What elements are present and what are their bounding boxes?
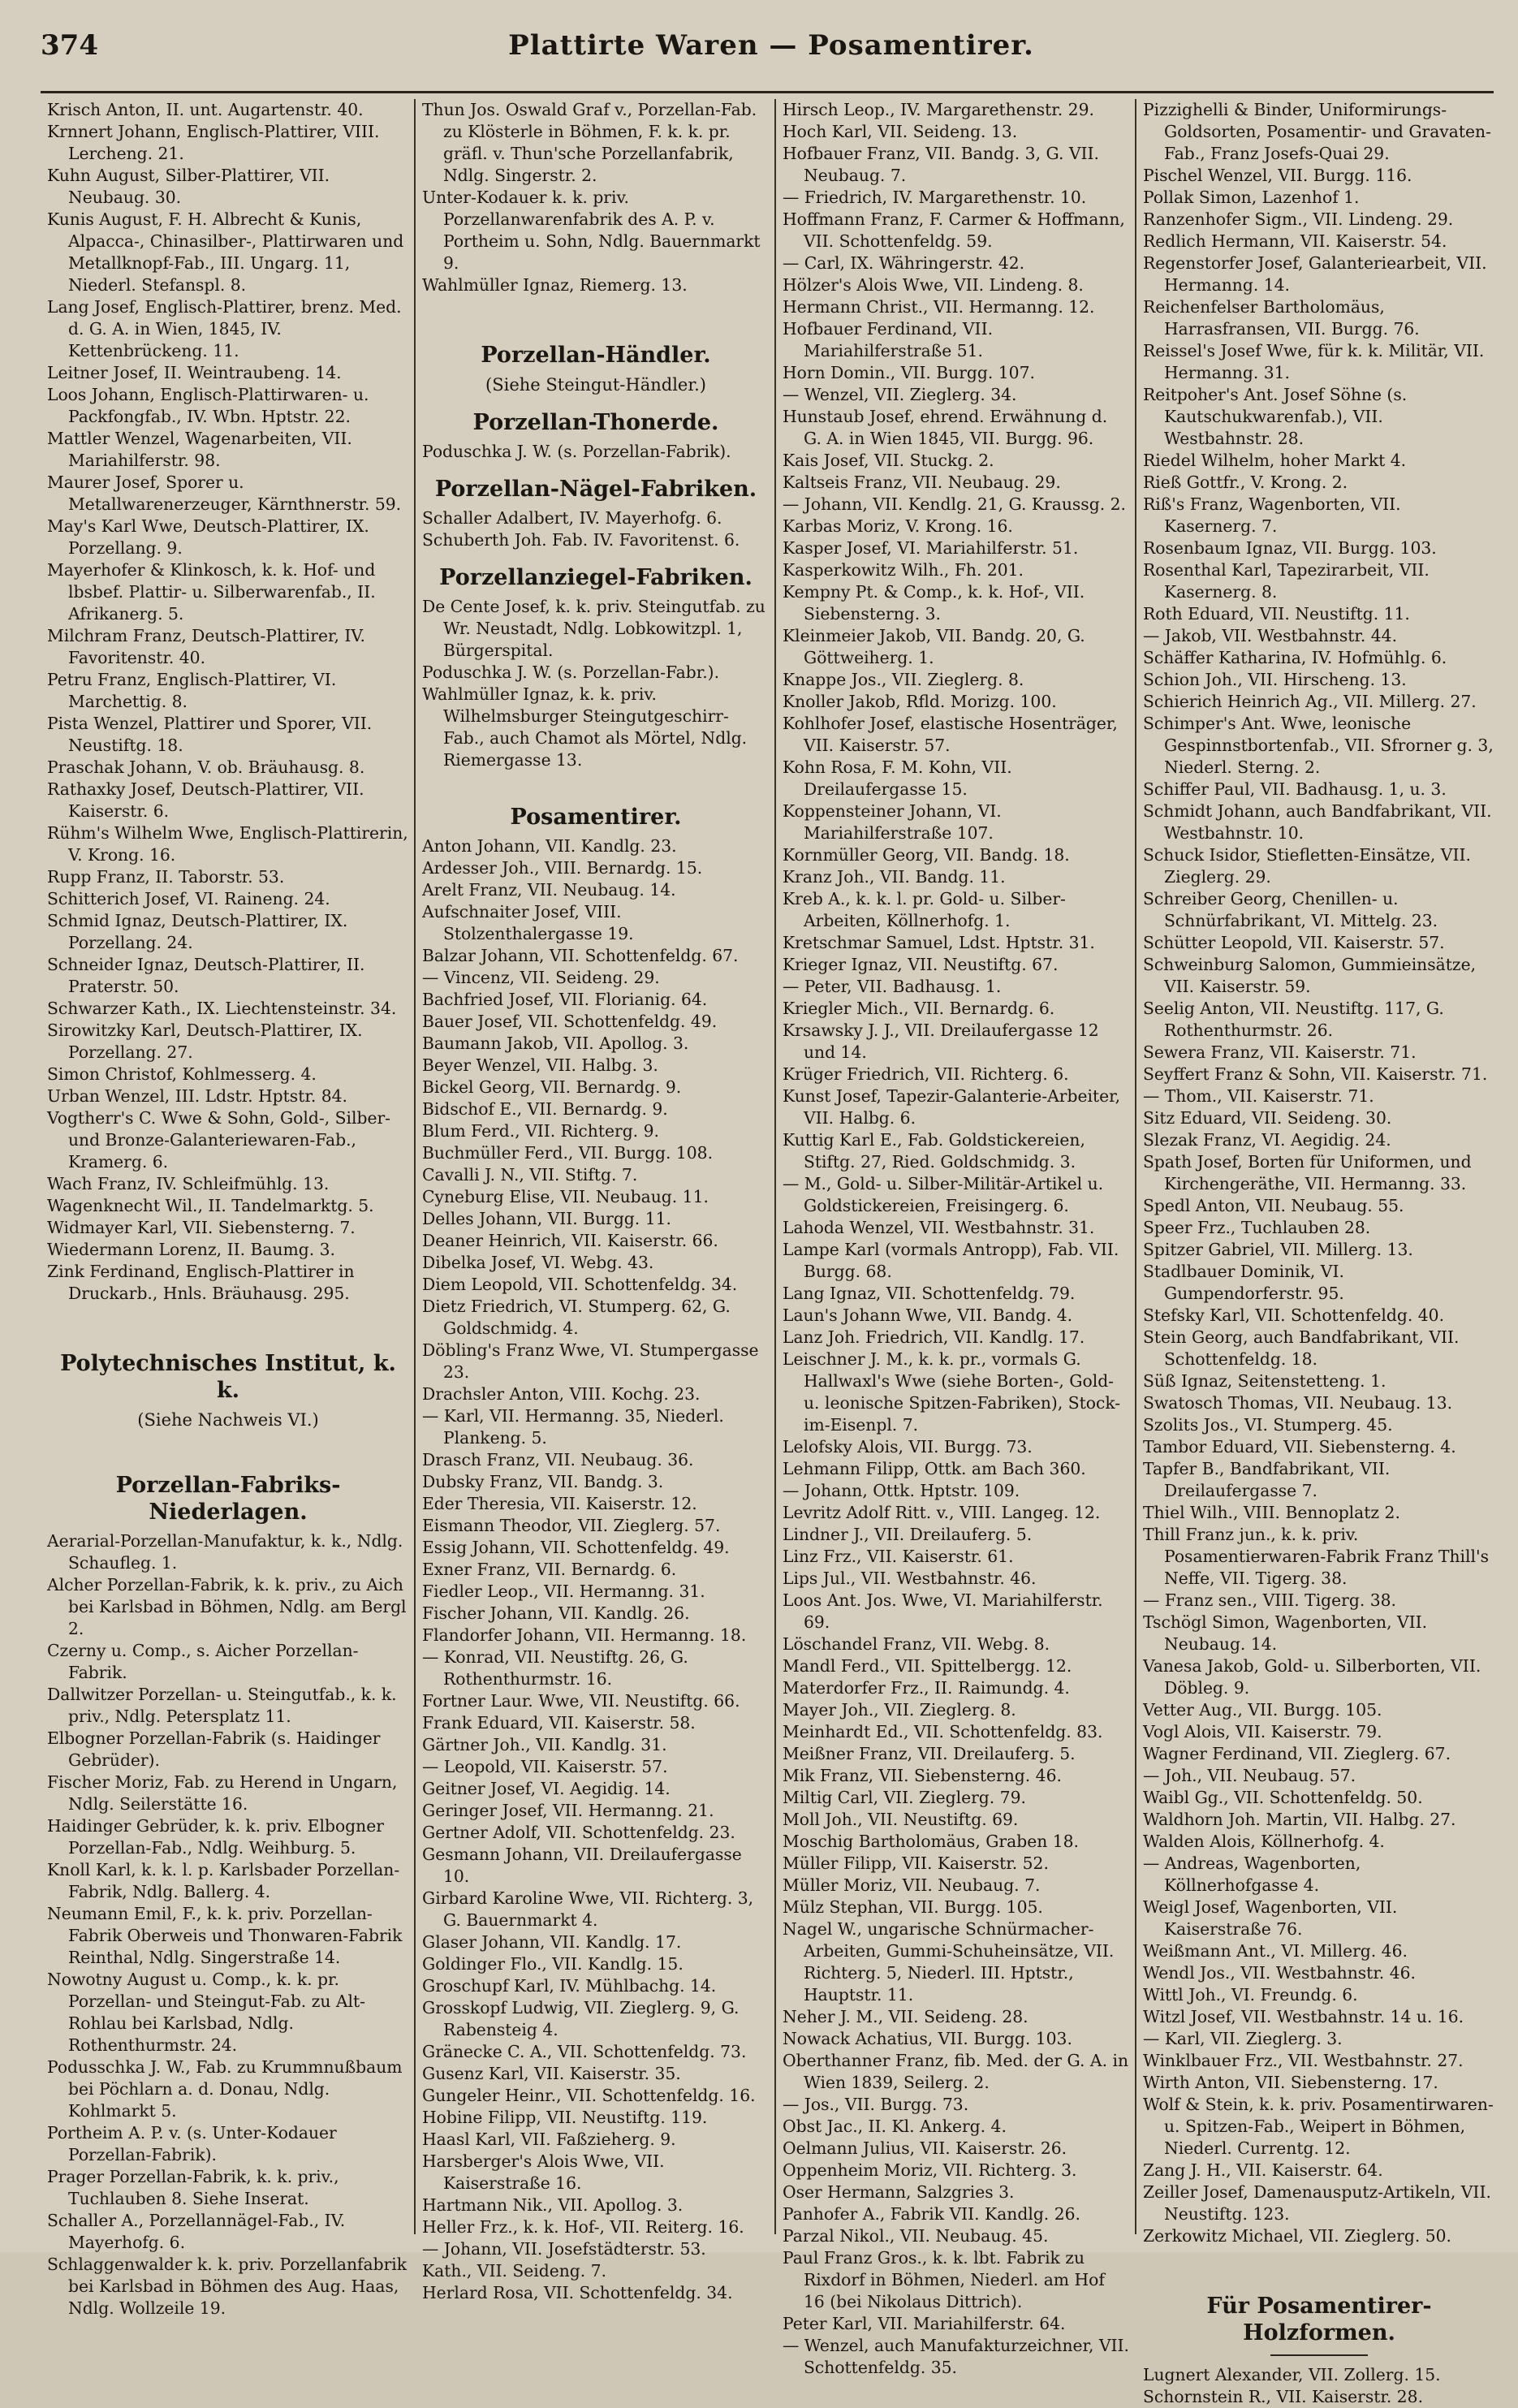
section-heading-polytechnisches-institut: Polytechnisches Institut, k. k. xyxy=(60,1351,396,1403)
directory-entry: Goldinger Flo., VII. Kandlg. 15. xyxy=(422,1954,684,1974)
directory-entry: — Carl, IX. Währingerstr. 42. xyxy=(783,253,1025,273)
directory-entry: Arelt Franz, VII. Neubaug. 14. xyxy=(422,880,676,900)
directory-entry: Maurer Josef, Sporer u. Metallwarenerzeuger, Kärnthnerstr. 59. xyxy=(47,473,402,514)
directory-entry: Bachfried Josef, VII. Florianig. 64. xyxy=(422,990,708,1009)
directory-entry: Thill Franz jun., k. k. priv. Posamentierwaren-Fabrik Franz Thill's Neffe, VII. Tigerg. 38. xyxy=(1143,1525,1489,1588)
directory-entry: Schütter Leopold, VII. Kaiserstr. 57. xyxy=(1143,933,1445,952)
directory-entry: Kath., VII. Seideng. 7. xyxy=(422,2261,607,2281)
directory-entry: Waldhorn Joh. Martin, VII. Halbg. 27. xyxy=(1143,1810,1456,1829)
directory-entry: Hirsch Leop., IV. Margarethenstr. 29. xyxy=(783,100,1094,119)
directory-entry: Kunis August, F. H. Albrecht & Kunis, Alpacca-, Chinasilber-, Plattirwaren und Metallknopf-Fab., III. Ungarg. 11, Niederl. Stefanspl. 8. xyxy=(47,209,404,295)
directory-entry: Knoller Jakob, Rfld. Morizg. 100. xyxy=(783,692,1057,711)
directory-entry: Speer Frz., Tuchlauben 28. xyxy=(1143,1218,1371,1237)
directory-entry: Mayer Joh., VII. Zieglerg. 8. xyxy=(783,1700,1016,1720)
directory-entry: Stefsky Karl, VII. Schottenfeldg. 40. xyxy=(1143,1305,1445,1325)
directory-entry: Hoffmann Franz, F. Carmer & Hoffmann, VII. Schottenfeldg. 59. xyxy=(783,209,1125,251)
directory-entry: Geitner Josef, VI. Aegidig. 14. xyxy=(422,1779,671,1798)
directory-entry: Swatosch Thomas, VII. Neubaug. 13. xyxy=(1143,1393,1453,1413)
directory-entry: Linz Frz., VII. Kaiserstr. 61. xyxy=(783,1547,1014,1566)
directory-entry: Karbas Moriz, V. Krong. 16. xyxy=(783,516,1013,536)
directory-entry: — Vincenz, VII. Seideng. 29. xyxy=(422,968,660,987)
directory-entry: Wirth Anton, VII. Siebensterng. 17. xyxy=(1143,2073,1438,2092)
directory-entry: Poduschka J. W. (s. Porzellan-Fabrik). xyxy=(422,442,731,461)
directory-entry: Dubsky Franz, VII. Bandg. 3. xyxy=(422,1472,664,1491)
directory-entry: Moschig Bartholomäus, Graben 18. xyxy=(783,1832,1079,1851)
entry-list xyxy=(422,99,770,296)
directory-entry: Kretschmar Samuel, Ldst. Hptstr. 31. xyxy=(783,933,1095,952)
directory-entry: Redlich Hermann, VII. Kaiserstr. 54. xyxy=(1143,231,1447,251)
directory-entry: Rathaxky Josef, Deutsch-Plattirer, VII. Kaiserstr. 6. xyxy=(47,779,364,821)
directory-entry: Cyneburg Elise, VII. Neubaug. 11. xyxy=(422,1187,709,1206)
directory-entry: Heller Frz., k. k. Hof-, VII. Reiterg. 16. xyxy=(422,2217,744,2237)
directory-entry: Kriegler Mich., VII. Bernardg. 6. xyxy=(783,999,1055,1018)
directory-entry: Obst Jac., II. Kl. Ankerg. 4. xyxy=(783,2117,1007,2136)
directory-entry: Czerny u. Comp., s. Aicher Porzellan-Fabrik. xyxy=(47,1641,359,1682)
directory-entry: Mik Franz, VII. Siebensterng. 46. xyxy=(783,1766,1062,1785)
directory-entry: Lahoda Wenzel, VII. Westbahnstr. 31. xyxy=(783,1218,1095,1237)
directory-entry: Weigl Josef, Wagenborten, VII. Kaiserstraße 76. xyxy=(1143,1897,1398,1939)
directory-entry: Frank Eduard, VII. Kaiserstr. 58. xyxy=(422,1713,696,1733)
directory-entry: Drasch Franz, VII. Neubaug. 36. xyxy=(422,1450,694,1469)
directory-entry: Lelofsky Alois, VII. Burgg. 73. xyxy=(783,1437,1033,1456)
entry-list xyxy=(422,835,770,2304)
directory-entry: Schuck Isidor, Stiefletten-Einsätze, VII. Zieglerg. 29. xyxy=(1143,845,1471,887)
directory-entry: Hoch Karl, VII. Seideng. 13. xyxy=(783,122,1018,141)
directory-entry: — Wenzel, VII. Zieglerg. 34. xyxy=(783,385,1017,404)
directory-entry: Fortner Laur. Wwe, VII. Neustiftg. 66. xyxy=(422,1691,740,1711)
directory-entry: — Karl, VII. Zieglerg. 3. xyxy=(1143,2029,1343,2048)
directory-entry: Zerkowitz Michael, VII. Zieglerg. 50. xyxy=(1143,2226,1452,2246)
directory-entry: Waibl Gg., VII. Schottenfeldg. 50. xyxy=(1143,1788,1423,1807)
directory-entry: Lugnert Alexander, VII. Zollerg. 15. xyxy=(1143,2365,1441,2384)
directory-entry: Alcher Porzellan-Fabrik, k. k. priv., zu Aich bei Karlsbad in Böhmen, Ndlg. am Bergl 2. xyxy=(47,1575,407,1638)
directory-entry: Hunstaub Josef, ehrend. Erwähnung d. G. A. in Wien 1845, VII. Burgg. 96. xyxy=(783,407,1108,448)
directory-entry: Wittl Joh., VI. Freundg. 6. xyxy=(1143,1985,1358,2005)
directory-entry: Geringer Josef, VII. Hermanng. 21. xyxy=(422,1801,714,1820)
directory-entry: Kleinmeier Jakob, VII. Bandg. 20, G. Göttweiherg. 1. xyxy=(783,626,1085,667)
entry-list xyxy=(422,596,770,771)
directory-entry: Peter Karl, VII. Mariahilferstr. 64. xyxy=(783,2314,1066,2333)
directory-entry: Oppenheim Moriz, VII. Richterg. 3. xyxy=(783,2160,1077,2180)
directory-entry: Unter-Kodauer k. k. priv. Porzellanwarenfabrik des A. P. v. Portheim u. Sohn, Ndlg. Bauernmarkt 9. xyxy=(422,188,761,273)
directory-entry: Wiedermann Lorenz, II. Baumg. 3. xyxy=(47,1240,336,1259)
directory-entry: Wolf & Stein, k. k. priv. Posamentirwaren- u. Spitzen-Fab., Weipert in Böhmen, Niederl. Currentg. 12. xyxy=(1143,2095,1494,2158)
directory-entry: Kornmüller Georg, VII. Bandg. 18. xyxy=(783,845,1070,865)
directory-entry: Diem Leopold, VII. Schottenfeldg. 34. xyxy=(422,1275,738,1294)
directory-entry: Eismann Theodor, VII. Zieglerg. 57. xyxy=(422,1516,721,1535)
directory-entry: Thun Jos. Oswald Graf v., Porzellan-Fab. zu Klösterle in Böhmen, F. k. k. pr. gräfl. v. Thun'sche Porzellanfabrik, Ndlg. Singerstr. 2. xyxy=(422,100,757,185)
directory-entry: Mattler Wenzel, Wagenarbeiten, VII. Mariahilferstr. 98. xyxy=(47,429,352,470)
directory-entry: Nowotny August u. Comp., k. k. pr. Porzellan- und Steingut-Fab. zu Alt-Rohlau bei Karlsbad, Ndlg. Rothenthurmstr. 24. xyxy=(47,1970,366,2055)
directory-entry: Rühm's Wilhelm Wwe, Englisch-Plattirerin, V. Krong. 16. xyxy=(47,823,408,865)
directory-entry: — Johann, Ottk. Hptstr. 109. xyxy=(783,1481,1020,1500)
directory-entry: Kasper Josef, VI. Mariahilferstr. 51. xyxy=(783,538,1079,558)
directory-entry: Schlaggenwalder k. k. priv. Porzellanfabrik bei Karlsbad in Böhmen des Aug. Haas, Ndlg. Wollzeile 19. xyxy=(47,2255,408,2318)
directory-entry: Neher J. M., VII. Seideng. 28. xyxy=(783,2007,1029,2026)
directory-entry: Moll Joh., VII. Neustiftg. 69. xyxy=(783,1810,1019,1829)
directory-entry: Simon Christof, Kohlmesserg. 4. xyxy=(47,1064,317,1084)
directory-entry: Schitterich Josef, VI. Raineng. 24. xyxy=(47,889,330,908)
directory-entry: Elbogner Porzellan-Fabrik (s. Haidinger Gebrüder). xyxy=(47,1728,381,1770)
directory-entry: Müller Moriz, VII. Neubaug. 7. xyxy=(783,1875,1041,1895)
directory-entry: Krieger Ignaz, VII. Neustiftg. 67. xyxy=(783,955,1059,974)
directory-entry: — Andreas, Wagenborten, Köllnerhofgasse 4. xyxy=(1143,1853,1361,1895)
directory-entry: Bidschof E., VII. Bernardg. 9. xyxy=(422,1099,668,1119)
running-title: Plattirte Waren — Posamentirer. xyxy=(508,29,1034,62)
section-heading-posamentirer-holzformen: Für Posamentirer-Holzformen. xyxy=(1206,2294,1432,2345)
directory-entry: Widmayer Karl, VII. Siebensterng. 7. xyxy=(47,1218,356,1237)
directory-entry: Hofbauer Ferdinand, VII. Mariahilferstraße 51. xyxy=(783,319,994,360)
directory-entry: Blum Ferd., VII. Richterg. 9. xyxy=(422,1121,659,1141)
directory-entry: Vetter Aug., VII. Burgg. 105. xyxy=(1143,1700,1382,1720)
directory-entry: Mayerhofer & Klinkosch, k. k. Hof- und lbsbef. Plattir- u. Silberwarenfab., II. Afrikanerg. 5. xyxy=(47,560,376,624)
directory-entry: Schmidt Johann, auch Bandfabrikant, VII. Westbahnstr. 10. xyxy=(1143,801,1492,843)
directory-entry: Praschak Johann, V. ob. Bräuhausg. 8. xyxy=(47,757,365,777)
directory-entry: Lips Jul., VII. Westbahnstr. 46. xyxy=(783,1569,1037,1588)
directory-entry: Seelig Anton, VII. Neustiftg. 117, G. Rothenthurmstr. 26. xyxy=(1143,999,1444,1040)
directory-entry: Groschupf Karl, IV. Mühlbachg. 14. xyxy=(422,1976,717,1996)
directory-entry: Wahlmüller Ignaz, Riemerg. 13. xyxy=(422,275,688,295)
directory-entry: Pollak Simon, Lazenhof 1. xyxy=(1143,188,1360,207)
directory-entry: Lehmann Filipp, Ottk. am Bach 360. xyxy=(783,1459,1086,1478)
directory-entry: Schweinburg Salomon, Gummieinsätze, VII. Kaiserstr. 59. xyxy=(1143,955,1477,996)
directory-entry: Meißner Franz, VII. Dreilauferg. 5. xyxy=(783,1744,1076,1763)
directory-entry: — Franz sen., VIII. Tigerg. 38. xyxy=(1143,1590,1396,1610)
directory-entry: Fiedler Leop., VII. Hermanng. 31. xyxy=(422,1582,705,1601)
directory-entry: Kais Josef, VII. Stuckg. 2. xyxy=(783,451,994,470)
directory-entry: — Konrad, VII. Neustiftg. 26, G. Rothenthurmstr. 16. xyxy=(422,1647,688,1689)
directory-entry: Thiel Wilh., VIII. Bennoplatz 2. xyxy=(1143,1503,1400,1522)
directory-entry: — Joh., VII. Neubaug. 57. xyxy=(1143,1766,1356,1785)
directory-entry: Spitzer Gabriel, VII. Millerg. 13. xyxy=(1143,1240,1413,1259)
directory-entry: Lanz Joh. Friedrich, VII. Kandlg. 17. xyxy=(783,1327,1085,1347)
directory-entry: Leitner Josef, II. Weintraubeng. 14. xyxy=(47,363,342,382)
directory-entry: Gärtner Joh., VII. Kandlg. 31. xyxy=(422,1735,667,1754)
directory-entry: Döbling's Franz Wwe, VI. Stumpergasse 23. xyxy=(422,1340,759,1382)
entry-list xyxy=(422,507,770,551)
directory-entry: Wendl Jos., VII. Westbahnstr. 46. xyxy=(1143,1963,1416,1983)
directory-entry: Hölzer's Alois Wwe, VII. Lindeng. 8. xyxy=(783,275,1084,295)
directory-entry: Zink Ferdinand, Englisch-Plattirer in Druckarb., Hnls. Bräuhausg. 295. xyxy=(47,1262,355,1303)
directory-entry: Grosskopf Ludwig, VII. Zieglerg. 9, G. Rabensteig 4. xyxy=(422,1998,740,2039)
directory-entry: Schneider Ignaz, Deutsch-Plattirer, II. Praterstr. 50. xyxy=(47,955,365,996)
directory-entry: Schornstein R., VII. Kaiserstr. 28. xyxy=(1143,2387,1424,2406)
directory-entry: Stadlbauer Dominik, VI. Gumpendorferstr. 95. xyxy=(1143,1262,1344,1303)
directory-entry: Schaller Adalbert, IV. Mayerhofg. 6. xyxy=(422,508,722,528)
directory-entry: Schaller A., Porzellannägel-Fab., IV. Mayerhofg. 6. xyxy=(47,2211,346,2252)
directory-entry: Krsawsky J. J., VII. Dreilaufergasse 12 und 14. xyxy=(783,1021,1099,1062)
directory-entry: Kohn Rosa, F. M. Kohn, VII. Dreilaufergasse 15. xyxy=(783,757,1012,799)
directory-entry: Flandorfer Johann, VII. Hermanng. 18. xyxy=(422,1625,747,1645)
directory-entry: Reitpoher's Ant. Josef Söhne (s. Kautschukwarenfab.), VII. Westbahnstr. 28. xyxy=(1143,385,1408,448)
directory-entry: Meinhardt Ed., VII. Schottenfeldg. 83. xyxy=(783,1722,1103,1741)
directory-entry: Weißmann Ant., VI. Millerg. 46. xyxy=(1143,1941,1408,1961)
directory-entry: Schreiber Georg, Chenillen- u. Schnürfabrikant, VI. Mittelg. 23. xyxy=(1143,889,1438,930)
directory-entry: — Thom., VII. Kaiserstr. 71. xyxy=(1143,1086,1374,1106)
directory-entry: Kreb A., k. k. l. pr. Gold- u. Silber-Arbeiten, Köllnerhofg. 1. xyxy=(783,889,1066,930)
directory-entry: Tapfer B., Bandfabrikant, VII. Dreilaufergasse 7. xyxy=(1143,1459,1391,1500)
directory-entry: Spedl Anton, VII. Neubaug. 55. xyxy=(1143,1196,1404,1215)
directory-entry: Krisch Anton, II. unt. Augartenstr. 40. xyxy=(47,100,364,119)
directory-entry: Hermann Christ., VII. Hermanng. 12. xyxy=(783,297,1095,317)
directory-entry: Kaltseis Franz, VII. Neubaug. 29. xyxy=(783,473,1061,492)
directory-entry: Rieß Gottfr., V. Krong. 2. xyxy=(1143,473,1348,492)
directory-entry: Mülz Stephan, VII. Burgg. 105. xyxy=(783,1897,1043,1917)
directory-entry: Rosenthal Karl, Tapezirarbeit, VII. Kasernerg. 8. xyxy=(1143,560,1430,602)
directory-entry: Deaner Heinrich, VII. Kaiserstr. 66. xyxy=(422,1231,718,1250)
entry-list xyxy=(47,1530,409,2320)
directory-entry: Krnnert Johann, Englisch-Plattirer, VIII. Lercheng. 21. xyxy=(47,122,380,163)
directory-entry: Dallwitzer Porzellan- u. Steingutfab., k. k. priv., Ndlg. Petersplatz 11. xyxy=(47,1685,397,1726)
directory-entry: Loos Johann, Englisch-Plattirwaren- u. Packfongfab., IV. Wbn. Hptstr. 22. xyxy=(47,385,369,426)
directory-entry: Herlard Rosa, VII. Schottenfeldg. 34. xyxy=(422,2283,733,2302)
directory-entry: Aufschnaiter Josef, VIII. Stolzenthalergasse 19. xyxy=(422,902,634,943)
directory-entry: Beyer Wenzel, VII. Halbg. 3. xyxy=(422,1055,658,1075)
directory-entry: Löschandel Franz, VII. Webg. 8. xyxy=(783,1634,1050,1654)
directory-entry: Winklbauer Frz., VII. Westbahnstr. 27. xyxy=(1143,2051,1464,2070)
section-heading-porzellanziegel-fabriken: Porzellanziegel-Fabriken. xyxy=(439,565,753,590)
directory-entry: Exner Franz, VII. Bernardg. 6. xyxy=(422,1560,677,1579)
directory-entry: Ranzenhofer Sigm., VII. Lindeng. 29. xyxy=(1143,209,1454,229)
directory-entry: Bickel Georg, VII. Bernardg. 9. xyxy=(422,1077,682,1097)
directory-entry: Neumann Emil, F., k. k. priv. Porzellan-Fabrik Oberweis und Thonwaren-Fabrik Reinthal, Ndlg. Singerstraße 14. xyxy=(47,1904,403,1967)
column-2 xyxy=(416,99,776,2302)
directory-entry: Sewera Franz, VII. Kaiserstr. 71. xyxy=(1143,1042,1417,1062)
directory-entry: Fischer Johann, VII. Kandlg. 26. xyxy=(422,1603,690,1623)
directory-entry: Hobine Filipp, VII. Neustiftg. 119. xyxy=(422,2108,708,2127)
directory-entry: Anton Johann, VII. Kandlg. 23. xyxy=(422,836,677,856)
directory-entry: Rosenbaum Ignaz, VII. Burgg. 103. xyxy=(1143,538,1437,558)
directory-entry: Haidinger Gebrüder, k. k. priv. Elbogner Porzellan-Fab., Ndlg. Weihburg. 5. xyxy=(47,1816,384,1858)
directory-entry: Eder Theresia, VII. Kaiserstr. 12. xyxy=(422,1494,697,1513)
directory-entry: Levritz Adolf Ritt. v., VIII. Langeg. 12. xyxy=(783,1503,1101,1522)
directory-entry: Gränecke C. A., VII. Schottenfeldg. 73. xyxy=(422,2042,747,2061)
directory-entry: Lang Josef, Englisch-Plattirer, brenz. Med. d. G. A. in Wien, 1845, IV. Kettenbrückeng. 11. xyxy=(47,297,402,360)
section-note: (Siehe Nachweis VI.) xyxy=(137,1410,319,1430)
directory-entry: Essig Johann, VII. Schottenfeldg. 49. xyxy=(422,1538,730,1557)
directory-entry: Knappe Jos., VII. Zieglerg. 8. xyxy=(783,670,1024,689)
directory-entry: Ardesser Joh., VIII. Bernardg. 15. xyxy=(422,858,703,878)
directory-entry: — Leopold, VII. Kaiserstr. 57. xyxy=(422,1757,668,1776)
directory-entry: Tambor Eduard, VII. Siebensterng. 4. xyxy=(1143,1437,1456,1456)
directory-entry: Materdorfer Frz., II. Raimundg. 4. xyxy=(783,1678,1070,1698)
directory-entry: Kempny Pt. & Comp., k. k. Hof-, VII. Siebensterng. 3. xyxy=(783,582,1085,624)
directory-entry: — Johann, VII. Kendlg. 21, G. Kraussg. 2. xyxy=(783,494,1126,514)
directory-entry: Wagner Ferdinand, VII. Zieglerg. 67. xyxy=(1143,1744,1451,1763)
directory-entry: May's Karl Wwe, Deutsch-Plattirer, IX. Porzellang. 9. xyxy=(47,516,369,558)
column-3 xyxy=(776,99,1136,2377)
directory-entry: — Jakob, VII. Westbahnstr. 44. xyxy=(1143,626,1398,645)
directory-entry: Nagel W., ungarische Schnürmacher-Arbeiten, Gummi-Schuheinsätze, VII. Richterg. 5, Niederl. III. Hptstr., Hauptstr. 11. xyxy=(783,1919,1115,2005)
directory-entry: Süß Ignaz, Seitenstetteng. 1. xyxy=(1143,1371,1386,1391)
directory-entry: Schwarzer Kath., IX. Liechtensteinstr. 34. xyxy=(47,999,397,1018)
directory-entry: Schimper's Ant. Wwe, leonische Gespinnstbortenfab., VII. Sfrorner g. 3, Niederl. Sterng. 2. xyxy=(1143,714,1494,777)
directory-entry: Wagenknecht Wil., II. Tandelmarktg. 5. xyxy=(47,1196,374,1215)
directory-entry: Witzl Josef, VII. Westbahnstr. 14 u. 16. xyxy=(1143,2007,1464,2026)
directory-entry: Wahlmüller Ignaz, k. k. priv. Wilhelmsburger Steingutgeschirr-Fab., auch Chamot als Mörtel, Ndlg. Riemergasse 13. xyxy=(422,684,748,770)
directory-entry: — Karl, VII. Hermanng. 35, Niederl. Plankeng. 5. xyxy=(422,1406,724,1448)
directory-entry: Reissel's Josef Wwe, für k. k. Militär, VII. Hermanng. 31. xyxy=(1143,341,1485,382)
directory-entry: Horn Domin., VII. Burgg. 107. xyxy=(783,363,1035,382)
column-4 xyxy=(1136,99,1502,2406)
directory-entry: Zeiller Josef, Damenausputz-Artikeln, VII. Neustiftg. 123. xyxy=(1143,2182,1491,2224)
directory-entry: Kunst Josef, Tapezir-Galanterie-Arbeiter, VII. Halbg. 6. xyxy=(783,1086,1121,1128)
directory-entry: Krüger Friedrich, VII. Richterg. 6. xyxy=(783,1064,1069,1084)
directory-entry: Sitz Eduard, VII. Seideng. 30. xyxy=(1143,1108,1392,1128)
directory-entry: De Cente Josef, k. k. priv. Steingutfab. zu Wr. Neustadt, Ndlg. Lobkowitzpl. 1, Bürgerspital. xyxy=(422,597,765,660)
directory-entry: Stein Georg, auch Bandfabrikant, VII. Schottenfeldg. 18. xyxy=(1143,1327,1460,1369)
directory-entry: Zang J. H., VII. Kaiserstr. 64. xyxy=(1143,2160,1383,2180)
directory-entry: Fischer Moriz, Fab. zu Herend in Ungarn, Ndlg. Seilerstätte 16. xyxy=(47,1772,398,1814)
directory-entry: Lampe Karl (vormals Antropp), Fab. VII. Burgg. 68. xyxy=(783,1240,1119,1281)
directory-entry: Reichenfelser Bartholomäus, Harrasfransen, VII. Burgg. 76. xyxy=(1143,297,1420,339)
directory-entry: Oberthanner Franz, fib. Med. der G. A. in Wien 1839, Seilerg. 2. xyxy=(783,2051,1129,2092)
directory-entry: Schäffer Katharina, IV. Hofmühlg. 6. xyxy=(1143,648,1447,667)
directory-entry: Baumann Jakob, VII. Apollog. 3. xyxy=(422,1034,689,1053)
section-heading-porzellan-haendler: Porzellan-Händler. xyxy=(481,343,711,368)
directory-entry: Szolits Jos., VI. Stumperg. 45. xyxy=(1143,1415,1393,1435)
directory-entry: Kranz Joh., VII. Bandg. 11. xyxy=(783,867,1006,887)
directory-entry: Panhofer A., Fabrik VII. Kandlg. 26. xyxy=(783,2204,1080,2224)
directory-entry: Cavalli J. N., VII. Stiftg. 7. xyxy=(422,1165,638,1185)
directory-entry: Hartmann Nik., VII. Apollog. 3. xyxy=(422,2195,684,2215)
directory-entry: Drachsler Anton, VIII. Kochg. 23. xyxy=(422,1384,701,1404)
directory-entry: Prager Porzellan-Fabrik, k. k. priv., Tuchlauben 8. Siehe Inserat. xyxy=(47,2167,339,2208)
directory-entry: Gesmann Johann, VII. Dreilaufergasse 10. xyxy=(422,1845,742,1886)
header-rule xyxy=(41,91,1494,93)
directory-entry: Schion Joh., VII. Hirscheng. 13. xyxy=(1143,670,1407,689)
directory-entry: Roth Eduard, VII. Neustiftg. 11. xyxy=(1143,604,1410,624)
entry-list xyxy=(1143,99,1495,2247)
directory-entry: Walden Alois, Köllnerhofg. 4. xyxy=(1143,1832,1385,1851)
directory-entry: Riedel Wilhelm, hoher Markt 4. xyxy=(1143,451,1407,470)
directory-entry: — Friedrich, IV. Margarethenstr. 10. xyxy=(783,188,1087,207)
directory-entry: Petru Franz, Englisch-Plattirer, VI. Marchettig. 8. xyxy=(47,670,337,711)
entry-list xyxy=(422,441,770,463)
section-heading-posamentirer: Posamentirer. xyxy=(510,805,682,830)
directory-entry: Kohlhofer Josef, elastische Hosenträger, VII. Kaiserstr. 57. xyxy=(783,714,1118,755)
directory-entry: Schmid Ignaz, Deutsch-Plattirer, IX. Porzellang. 24. xyxy=(47,911,348,952)
column-1 xyxy=(41,99,416,2318)
directory-entry: Kasperkowitz Wilh., Fh. 201. xyxy=(783,560,1024,580)
directory-entry: Gusenz Karl, VII. Kaiserstr. 35. xyxy=(422,2064,681,2083)
directory-entry: Seyffert Franz & Sohn, VII. Kaiserstr. 71. xyxy=(1143,1064,1488,1084)
directory-entry: Knoll Karl, k. k. l. p. Karlsbader Porzellan-Fabrik, Ndlg. Ballerg. 4. xyxy=(47,1860,400,1901)
directory-entry: Müller Filipp, VII. Kaiserstr. 52. xyxy=(783,1853,1049,1873)
directory-entry: Lindner J., VII. Dreilauferg. 5. xyxy=(783,1525,1033,1544)
directory-entry: Koppensteiner Johann, VI. Mariahilferstraße 107. xyxy=(783,801,1002,843)
directory-entry: Tschögl Simon, Wagenborten, VII. Neubaug. 14. xyxy=(1143,1612,1428,1654)
directory-entry: Nowack Achatius, VII. Burgg. 103. xyxy=(783,2029,1072,2048)
directory-entry: Girbard Karoline Wwe, VII. Richterg. 3, G. Bauernmarkt 4. xyxy=(422,1888,754,1930)
entry-list xyxy=(47,99,409,1305)
directory-entry: — Wenzel, auch Manufakturzeichner, VII. Schottenfeldg. 35. xyxy=(783,2336,1129,2377)
directory-entry: Loos Ant. Jos. Wwe, VI. Mariahilferstr. 69. xyxy=(783,1590,1103,1632)
directory-entry: Podusschka J. W., Fab. zu Krummnußbaum bei Pöchlarn a. d. Donau, Ndlg. Kohlmarkt 5. xyxy=(47,2057,403,2121)
directory-entry: Wach Franz, IV. Schleifmühlg. 13. xyxy=(47,1174,330,1193)
directory-entry: Pizzighelli & Binder, Uniformirungs-Goldsorten, Posamentir- und Gravaten-Fab., Franz Josefs-Quai 29. xyxy=(1143,100,1491,163)
directory-entry: Gertner Adolf, VII. Schottenfeldg. 23. xyxy=(422,1823,735,1842)
section-note: (Siehe Steingut-Händler.) xyxy=(485,375,706,395)
directory-entry: — Johann, VII. Josefstädterstr. 53. xyxy=(422,2239,706,2259)
directory-entry: Slezak Franz, VI. Aegidig. 24. xyxy=(1143,1130,1391,1150)
directory-entry: Riß's Franz, Wagenborten, VII. Kasernerg. 7. xyxy=(1143,494,1401,536)
directory-entry: Haasl Karl, VII. Faßzieherg. 9. xyxy=(422,2130,676,2149)
directory-entry: Buchmüller Ferd., VII. Burgg. 108. xyxy=(422,1143,714,1163)
directory-entry: Pista Wenzel, Plattirer und Sporer, VII. Neustiftg. 18. xyxy=(47,714,373,755)
directory-entry: Miltig Carl, VII. Zieglerg. 79. xyxy=(783,1788,1026,1807)
directory-entry: Sirowitzky Karl, Deutsch-Plattirer, IX. Porzellang. 27. xyxy=(47,1021,363,1062)
directory-entry: Vanesa Jakob, Gold- u. Silberborten, VII. Döbleg. 9. xyxy=(1143,1656,1481,1698)
directory-entry: Parzal Nikol., VII. Neubaug. 45. xyxy=(783,2226,1049,2246)
directory-entry: Lang Ignaz, VII. Schottenfeldg. 79. xyxy=(783,1284,1076,1303)
directory-entry: Portheim A. P. v. (s. Unter-Kodauer Porzellan-Fabrik). xyxy=(47,2123,337,2164)
directory-entry: Delles Johann, VII. Burgg. 11. xyxy=(422,1209,671,1228)
directory-entry: Harsberger's Alois Wwe, VII. Kaiserstraße 16. xyxy=(422,2151,665,2193)
directory-entry: Kuttig Karl E., Fab. Goldstickereien, Stiftg. 27, Ried. Goldschmidg. 3. xyxy=(783,1130,1085,1172)
directory-entry: Urban Wenzel, III. Ldstr. Hptstr. 84. xyxy=(47,1086,347,1106)
directory-entry: Poduschka J. W. (s. Porzellan-Fabr.). xyxy=(422,662,720,682)
directory-entry: Regenstorfer Josef, Galanteriearbeit, VII. Hermanng. 14. xyxy=(1143,253,1487,295)
page-header xyxy=(41,24,1502,73)
directory-entry: Schiffer Paul, VII. Badhausg. 1, u. 3. xyxy=(1143,779,1447,799)
directory-entry: Laun's Johann Wwe, VII. Bandg. 4. xyxy=(783,1305,1073,1325)
directory-entry: Vogl Alois, VII. Kaiserstr. 79. xyxy=(1143,1722,1382,1741)
page-number: 374 xyxy=(41,29,98,62)
directory-entry: Paul Franz Gros., k. k. lbt. Fabrik zu Rixdorf in Böhmen, Niederl. am Hof 16 (bei Nikolaus Dittrich). xyxy=(783,2248,1105,2311)
directory-entry: Schuberth Joh. Fab. IV. Favoritenst. 6. xyxy=(422,530,740,550)
directory-entry: Balzar Johann, VII. Schottenfeldg. 67. xyxy=(422,946,739,965)
section-rule xyxy=(1270,2354,1368,2356)
directory-entry: Aerarial-Porzellan-Manufaktur, k. k., Ndlg. Schaufleg. 1. xyxy=(47,1531,403,1573)
directory-entry: Milchram Franz, Deutsch-Plattirer, IV. Favoritenstr. 40. xyxy=(47,626,365,667)
section-heading-porzellan-naegel-fabriken: Porzellan-Nägel-Fabriken. xyxy=(434,477,757,502)
directory-entry: Leischner J. M., k. k. pr., vormals G. Hallwaxl's Wwe (siehe Borten-, Gold- u. leonische Spitzen-Fabriken), Stock-im-Eisenpl. 7. xyxy=(783,1349,1121,1435)
directory-entry: Vogtherr's C. Wwe & Sohn, Gold-, Silber- und Bronze-Galanteriewaren-Fab., Kramerg. 6. xyxy=(47,1108,391,1172)
directory-entry: Pischel Wenzel, VII. Burgg. 116. xyxy=(1143,166,1412,185)
directory-entry: — Jos., VII. Burgg. 73. xyxy=(783,2095,969,2114)
directory-entry: Gungeler Heinr., VII. Schottenfeldg. 16. xyxy=(422,2086,756,2105)
directory-entry: Schierich Heinrich Ag., VII. Millerg. 27. xyxy=(1143,692,1477,711)
directory-entry: Oelmann Julius, VII. Kaiserstr. 26. xyxy=(783,2138,1067,2158)
directory-entry: Bauer Josef, VII. Schottenfeldg. 49. xyxy=(422,1012,718,1031)
section-heading-porzellan-thonerde: Porzellan-Thonerde. xyxy=(472,410,719,435)
directory-entry: Hofbauer Franz, VII. Bandg. 3, G. VII. Neubaug. 7. xyxy=(783,144,1099,185)
directory-entry: Dietz Friedrich, VI. Stumperg. 62, G. Goldschmidg. 4. xyxy=(422,1297,731,1338)
section-heading-porzellan-fabriks-niederlagen: Porzellan-Fabriks-Niederlagen. xyxy=(115,1473,341,1525)
directory-entry: Rupp Franz, II. Taborstr. 53. xyxy=(47,867,285,887)
directory-entry: Kuhn August, Silber-Plattirer, VII. Neubaug. 30. xyxy=(47,166,330,207)
directory-entry: — M., Gold- u. Silber-Militär-Artikel u. Goldstickereien, Freisingerg. 6. xyxy=(783,1174,1104,1215)
directory-entry: Glaser Johann, VII. Kandlg. 17. xyxy=(422,1932,682,1952)
directory-entry: Oser Hermann, Salzgries 3. xyxy=(783,2182,1015,2202)
directory-entry: Mandl Ferd., VII. Spittelbergg. 12. xyxy=(783,1656,1072,1676)
entry-list xyxy=(783,99,1130,2379)
directory-entry: — Peter, VII. Badhausg. 1. xyxy=(783,977,1002,996)
directory-entry: Spath Josef, Borten für Uniformen, und Kirchengeräthe, VII. Hermanng. 33. xyxy=(1143,1152,1472,1193)
entry-list xyxy=(1143,2364,1495,2408)
directory-entry: Dibelka Josef, VI. Webg. 43. xyxy=(422,1253,654,1272)
